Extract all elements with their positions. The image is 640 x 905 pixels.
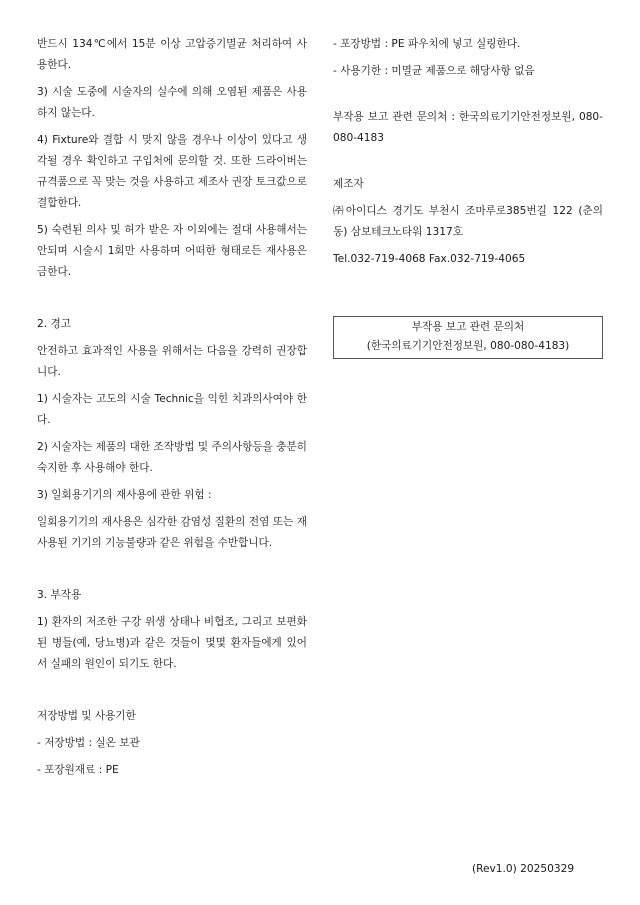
report-contact: 부작용 보고 관련 문의처 : 한국의료기기안전정보원, 080-080-4183 xyxy=(333,111,603,144)
manufacturer-phone: Tel.032-719-4068 Fax.032-719-4065 xyxy=(333,253,526,265)
report-contact-box xyxy=(333,316,603,359)
warning-item-3-detail: 일회용기기의 재사용은 심각한 감염성 질환의 전염 또는 재사용된 기기의 기능불량과 같은 위험을 수반합니다. xyxy=(37,516,307,549)
reuse-paragraph: 5) 숙련된 의사 및 허가 받은 자 이외에는 절대 사용해서는 안되며 시술시 1회만 사용하며 어떠한 형태로든 재사용은 금한다. xyxy=(37,224,307,278)
packaging-method: - 포장방법 : PE 파우치에 넣고 실링한다. xyxy=(333,38,521,50)
storage-heading: 저장방법 및 사용기한 xyxy=(37,710,136,722)
left-column xyxy=(37,34,307,781)
report-contact-box-title: 부작용 보고 관련 문의처 xyxy=(411,321,525,333)
revision-footer: (Rev1.0) 20250329 xyxy=(472,863,575,875)
warning-item-1: 1) 시술자는 고도의 시술 Technic을 익힌 치과의사여야 한다. xyxy=(37,393,307,426)
manufacturer-address: ㈜아이디스 경기도 부천시 조마루로385번길 122 (춘의동) 삼보테크노타워 1317호 xyxy=(333,205,603,238)
warning-item-3: 3) 일회용기기의 재사용에 관한 위험 : xyxy=(37,489,212,501)
warning-heading: 2. 경고 xyxy=(37,318,71,330)
storage-method: - 저장방법 : 실온 보관 xyxy=(37,737,140,749)
side-effects-heading: 3. 부작용 xyxy=(37,589,82,601)
packaging-material: - 포장원재료 : PE xyxy=(37,764,119,776)
warning-intro: 안전하고 효과적인 사용을 위해서는 다음을 강력히 권장합니다. xyxy=(37,345,307,378)
warning-item-2: 2) 시술자는 제품의 대한 조작방법 및 주의사항등을 충분히 숙지한 후 사용해야 한다. xyxy=(37,441,307,474)
side-effects-item-1: 1) 환자의 저조한 구강 위생 상태나 비협조, 그리고 보편화된 병들(예, 당뇨병)과 같은 것들이 몇몇 환자들에게 있어서 실패의 원인이 되기도 한다. xyxy=(37,616,307,670)
report-contact-box-detail: (한국의료기기안전정보원, 080-080-4183) xyxy=(366,340,570,352)
manufacturer-heading: 제조자 xyxy=(333,178,364,190)
expiry: - 사용기한 : 미멸균 제품으로 해당사항 없음 xyxy=(333,65,535,77)
sterilization-paragraph: 반드시 134℃에서 15분 이상 고압증기멸균 처리하여 사용한다. xyxy=(37,38,307,71)
right-column xyxy=(333,34,603,270)
contamination-paragraph: 3) 시술 도중에 시술자의 실수에 의해 오염된 제품은 사용하지 않는다. xyxy=(37,86,307,119)
fixture-paragraph: 4) Fixture와 결합 시 맞지 않을 경우나 이상이 있다고 생각될 경우 확인하고 구입처에 문의할 것. 또한 드라이버는 규격품으로 꼭 맞는 것을 사용하고 제조사 권장 토크값으로 결합한다. xyxy=(37,134,307,209)
